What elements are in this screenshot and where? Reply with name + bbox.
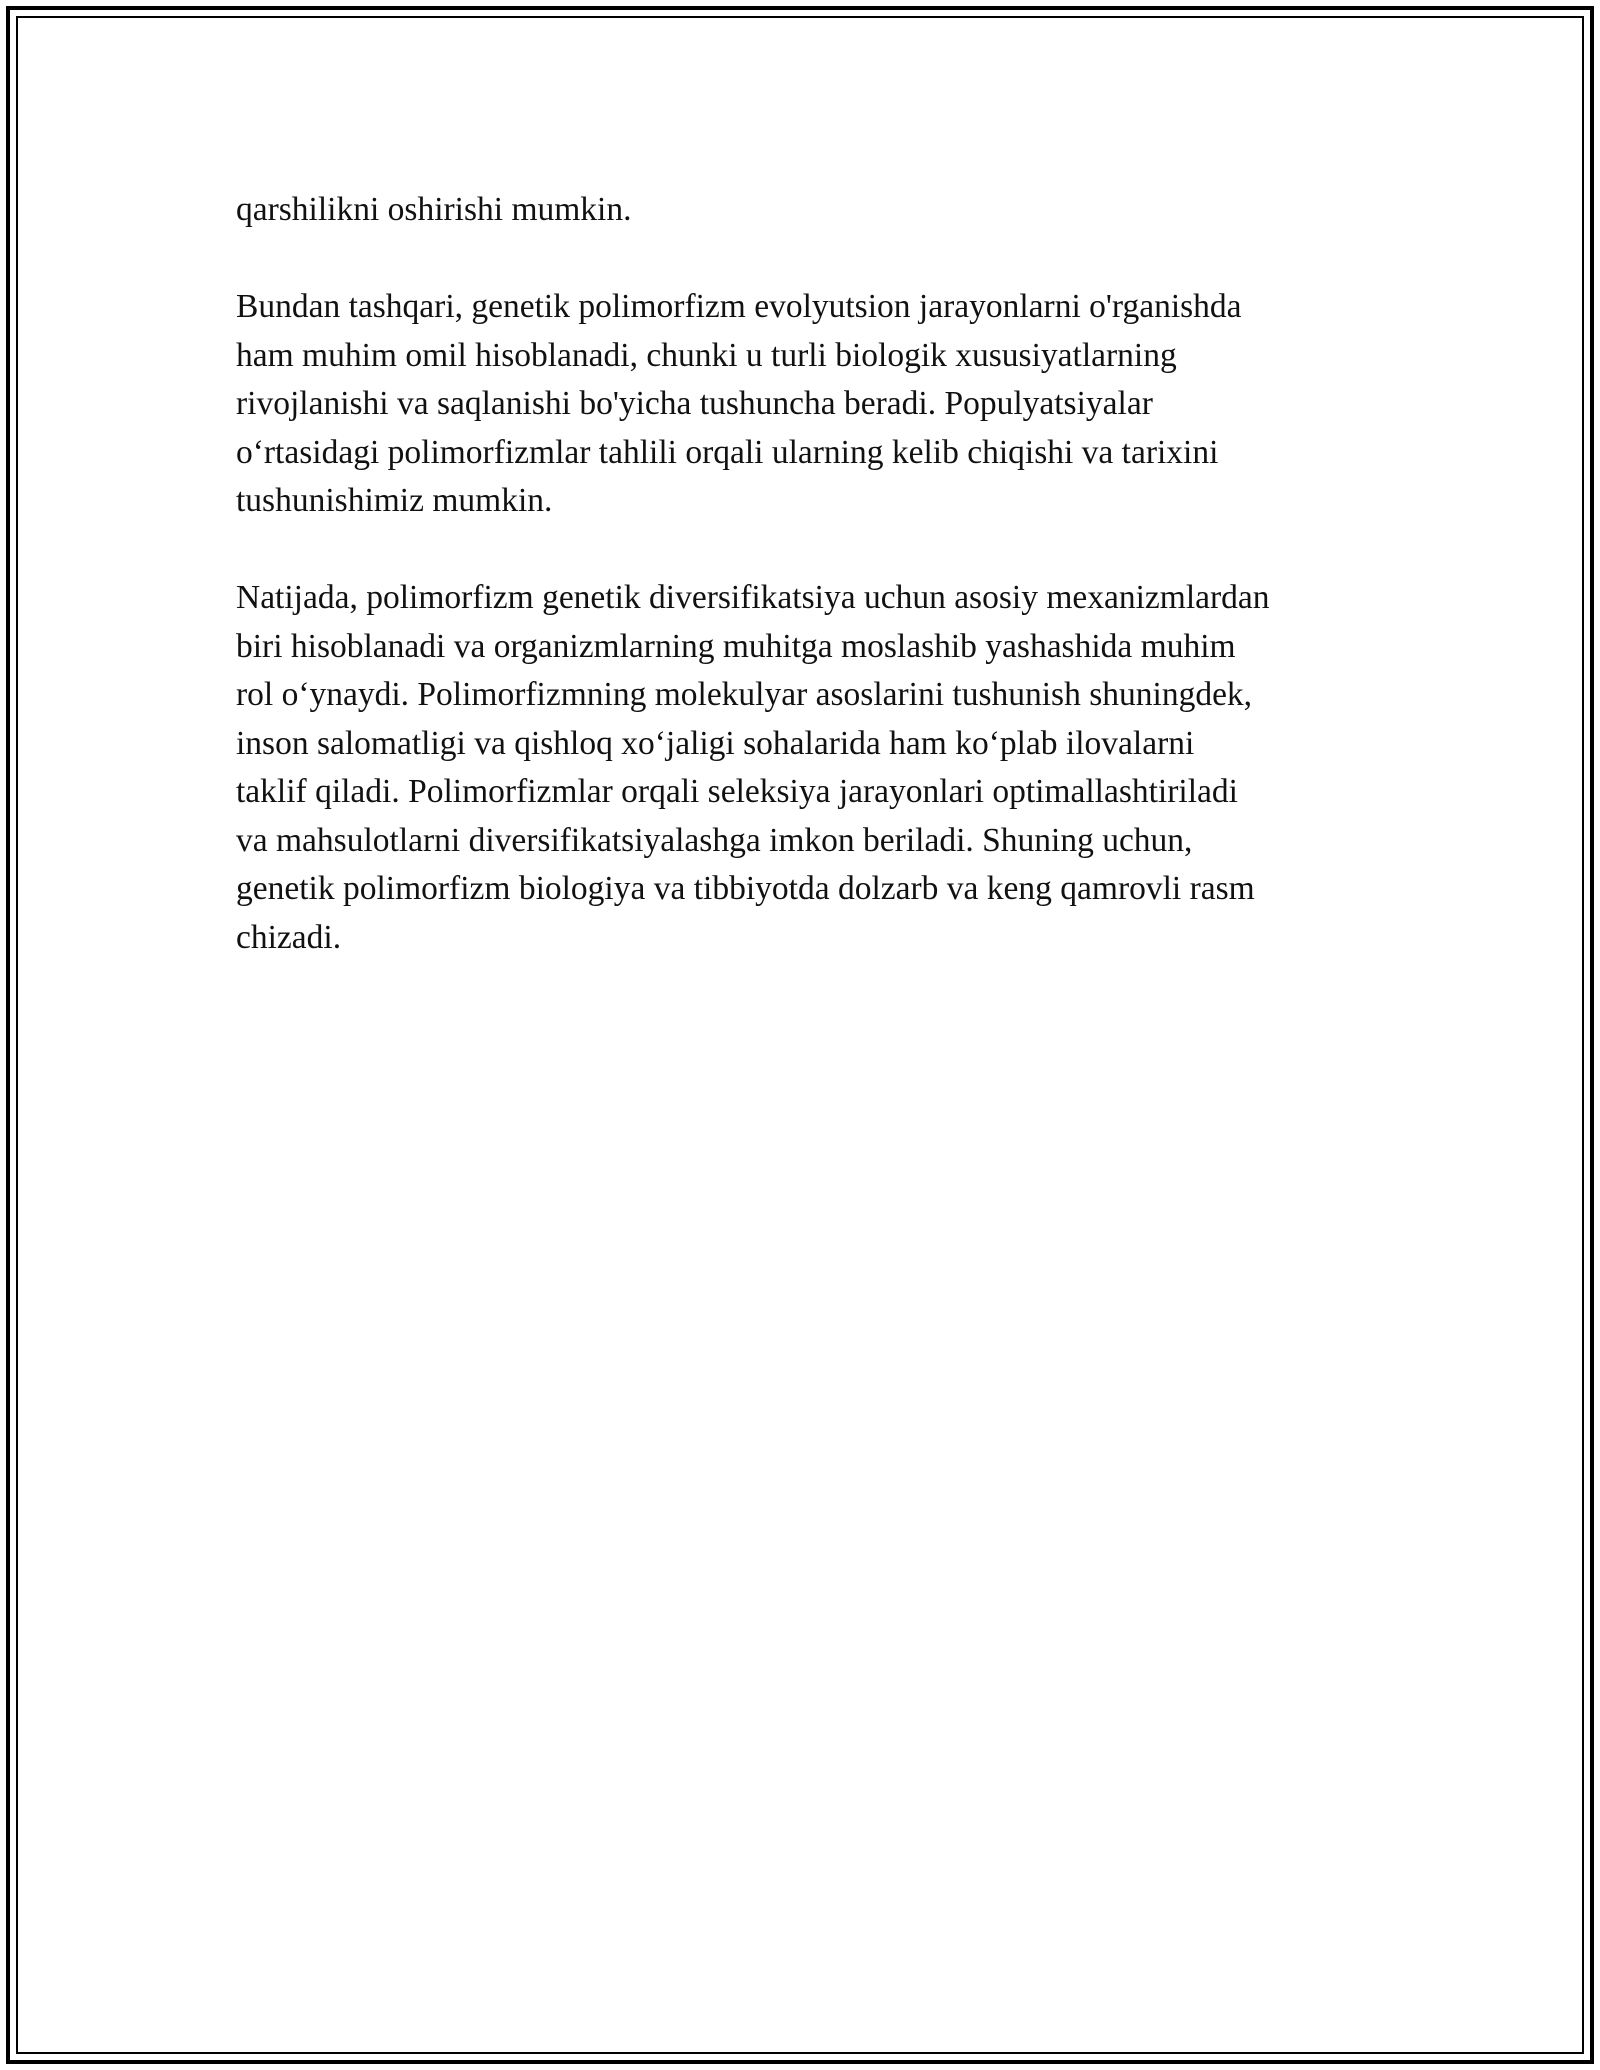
document-body <box>236 186 1376 1011</box>
paragraph-2: Bundan tashqari, genetik polimorfizm evolyutsion jarayonlarni o'rganishda ham muhim omil hisoblanadi, chunki u turli biologik xususiyatlarning rivojlanishi va saqlanishi bo'yicha tushuncha beradi. Populyatsiyalar o‘rtasidagi polimorfizmlar tahlili orqali ularning kelib chiqishi va tarixini tushunishimiz mumkin. <box>236 288 1242 519</box>
paragraph-3: Natijada, polimorfizm genetik diversifikatsiya uchun asosiy mexanizmlardan biri hisoblanadi va organizmlarning muhitga moslashib yashashida muhim rol o‘ynaydi. Polimorfizmning molekulyar asoslarini tushunish shuningdek, inson salomatligi va qishloq xo‘jaligi sohalarida ham ko‘plab ilovalarni taklif qiladi. Polimorfizmlar orqali seleksiya jarayonlari optimallashtiriladi va mahsulotlarni diversifikatsiyalashga imkon beriladi. Shuning uchun, genetik polimorfizm biologiya va tibbiyotda dolzarb va keng qamrovli rasm chizadi. <box>236 579 1270 956</box>
paragraph-1: qarshilikni oshirishi mumkin. <box>236 191 632 228</box>
